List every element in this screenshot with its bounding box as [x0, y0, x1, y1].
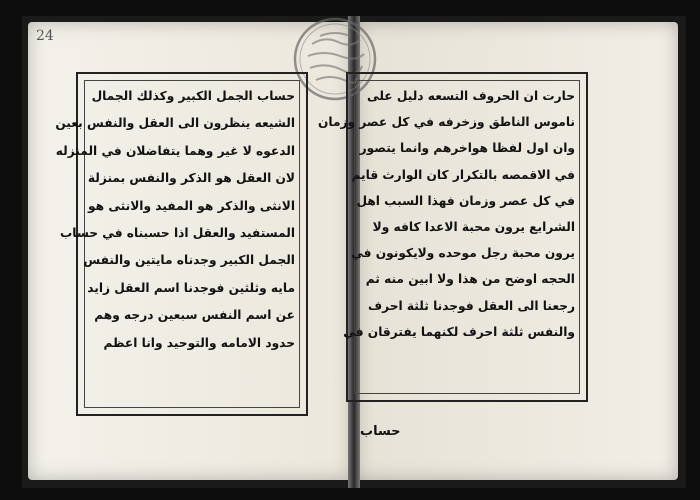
right-line: حارت ان الحروف التسعه دليل على — [367, 89, 575, 103]
folio-number: 24 — [36, 28, 54, 44]
left-line: المستفيد والعقل اذا حسبناه في حساب — [60, 226, 295, 241]
left-text-block — [55, 72, 308, 416]
left-line: مايه وثلثين فوجدنا اسم العقل زايد — [87, 280, 295, 295]
right-line: والنفس ثلثة احرف لكنهما يفترقان في — [343, 324, 575, 339]
right-text-block — [317, 72, 588, 402]
right-text-inner-rule — [317, 80, 580, 394]
left-line: لان العقل هو الذكر والنفس بمنزلة — [87, 171, 295, 186]
left-line: حدود الامامه والتوحيد وانا اعظم — [103, 335, 295, 350]
right-line: يرون محبة رجل موحده ولايكونون في — [351, 246, 575, 261]
right-line: في الاقمصه بالتكرار كان الوارث قايم — [351, 167, 575, 182]
left-line: الدعوه لا غير وهما يتفاضلان في المنزله — [55, 143, 295, 158]
right-line: رجعنا الى العقل فوجدنا ثلثة احرف — [367, 298, 575, 313]
left-text-inner-rule — [55, 80, 300, 408]
right-line: في كل عصر وزمان فهذا السبب اهل — [356, 193, 575, 208]
right-line: الحجه اوضح من هذا ولا ابين منه ثم — [365, 272, 575, 287]
left-line: عن اسم النفس سبعين درجه وهم — [94, 308, 295, 323]
right-line: ناموس الناطق وزخرفه في كل عصر وزمان — [317, 115, 575, 130]
catchword: حساب — [360, 424, 401, 439]
left-line: الانثى والذكر هو المفيد والانثى هو — [88, 198, 295, 213]
left-line: الشيعه ينظرون الى العقل والنفس بعين — [55, 116, 295, 131]
right-line: الشرايع يرون محبة الاعدا كافه ولا — [372, 220, 575, 235]
left-line: الجمل الكبير وجدناه مايتين والنفس — [83, 253, 295, 268]
left-line: حساب الجمل الكبير وكذلك الجمال — [91, 89, 295, 103]
right-line: وان اول لفظا هواخرهم وانما يتصور — [359, 141, 575, 156]
